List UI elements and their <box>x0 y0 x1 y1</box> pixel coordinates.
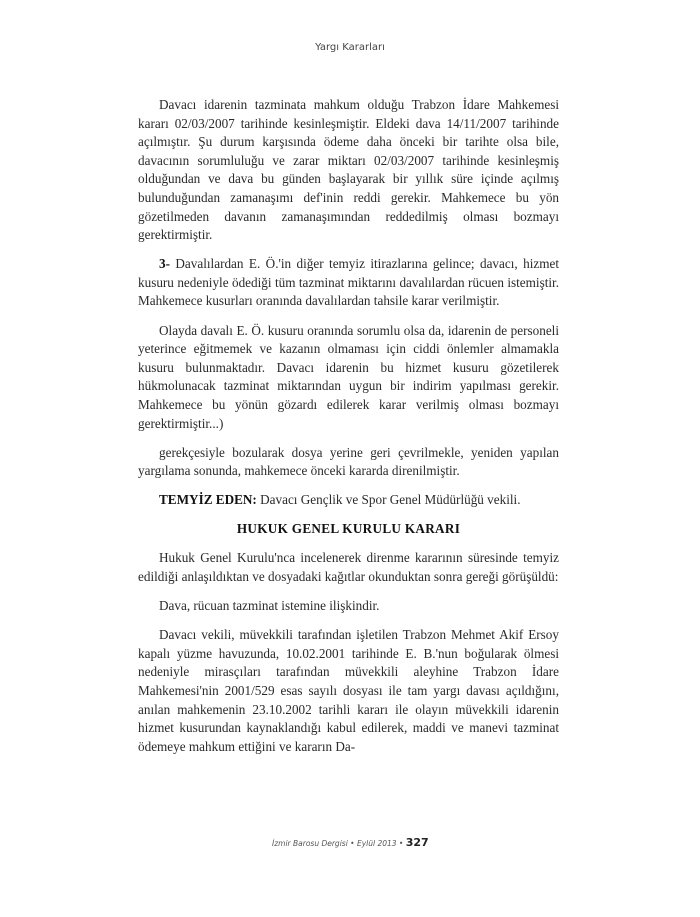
appellant-text: Davacı Gençlik ve Spor Genel Müdürlüğü vekili. <box>256 492 521 508</box>
paragraph-6: Hukuk Genel Kurulu'nca incelenerek direnme kararının süresinde temyiz edildiği anlaşıldıktan ve dosyadaki kağıtlar okunduktan sonra gereği görüşüldü: <box>138 550 559 585</box>
page-footer <box>272 836 562 849</box>
paragraph-3: Olayda davalı E. Ö. kusuru oranında sorumlu olsa da, idarenin de personeli yeterince eğitmemek ve kazanın olmaması için ciddi önlemler almamakla kusuru bulunmaktadır. Davacı idarenin bu hizmet kusuru gözetilerek hükmolunacak tazminat miktarından uygun bir indirim yapılması gerekir. Mahkemece bu yönün gözardı edilerek karar verilmiş olması bozmayı gerektirmiştir...) <box>138 322 559 431</box>
paragraph-2 <box>138 255 559 311</box>
paragraph-number: 3- <box>159 256 170 272</box>
paragraph-4: gerekçesiyle bozularak dosya yerine geri çevrilmekle, yeniden yapılan yargılama sonunda, mahkemece önceki kararda direnilmiştir. <box>138 444 559 479</box>
paragraph-2-text: Davalılardan E. Ö.'in diğer temyiz itirazlarına gelince; davacı, hizmet kusuru nedeniyle ödediği tüm tazminat miktarını davalılardan rücuen istemiştir. Mahkemece kusurları oranında davalılardan tahsile karar verilmiştir. <box>138 256 559 309</box>
paragraph-7: Dava, rücuan tazminat istemine ilişkindir. <box>159 598 380 614</box>
running-header: Yargı Kararları <box>315 42 385 53</box>
paragraph-8: Davacı vekili, müvekkili tarafından işletilen Trabzon Mehmet Akif Ersoy kapalı yüzme havuzunda, 10.02.2001 tarihinde E. B.'nun boğularak ölmesi nedeniyle mirasçıları tarafından müvekkili aleyhine Trabzon İdare Mahkemesi'nin 2001/529 esas sayılı dosyası ile tam yargı davası açıldığını, anılan mahkemenin 23.10.2002 tarihli kararı ile olayın müvekkili idarenin hizmet kusurundan kaynaklandığı kabul edilerek, maddi ve manevi tazminat ödemeye mahkum ettiğini ve kararın Da- <box>138 627 559 754</box>
page-number: 327 <box>405 836 429 849</box>
paragraph-1: Davacı idarenin tazminata mahkum olduğu Trabzon İdare Mahkemesi kararı 02/03/2007 tarihinde kesinleşmiştir. Eldeki dava 14/11/2007 tarihinde açılmıştır. Şu durum karşısında ödeme daha önceki bir tarihte olsa bile, davacının sorumluluğu ve zarar miktarı 02/03/2007 tarihinde kesinleşmiş olduğundan ve dava bu günden başlayarak bir yıllık süre içinde açılmış bulunduğundan zamanaşımı def'inin reddi gerekir. Mahkemece bu yön gözetilmeden davanın zamanaşımından reddedilmiş olması bozmayı gerektirmiştir. <box>138 97 559 243</box>
body-text <box>138 96 559 767</box>
paragraph-5 <box>138 491 559 510</box>
section-heading: HUKUK GENEL KURULU KARARI <box>236 521 461 537</box>
journal-citation: İzmir Barosu Dergisi • Eylül 2013 • <box>272 839 404 848</box>
appellant-label: TEMYİZ EDEN: <box>159 492 257 508</box>
